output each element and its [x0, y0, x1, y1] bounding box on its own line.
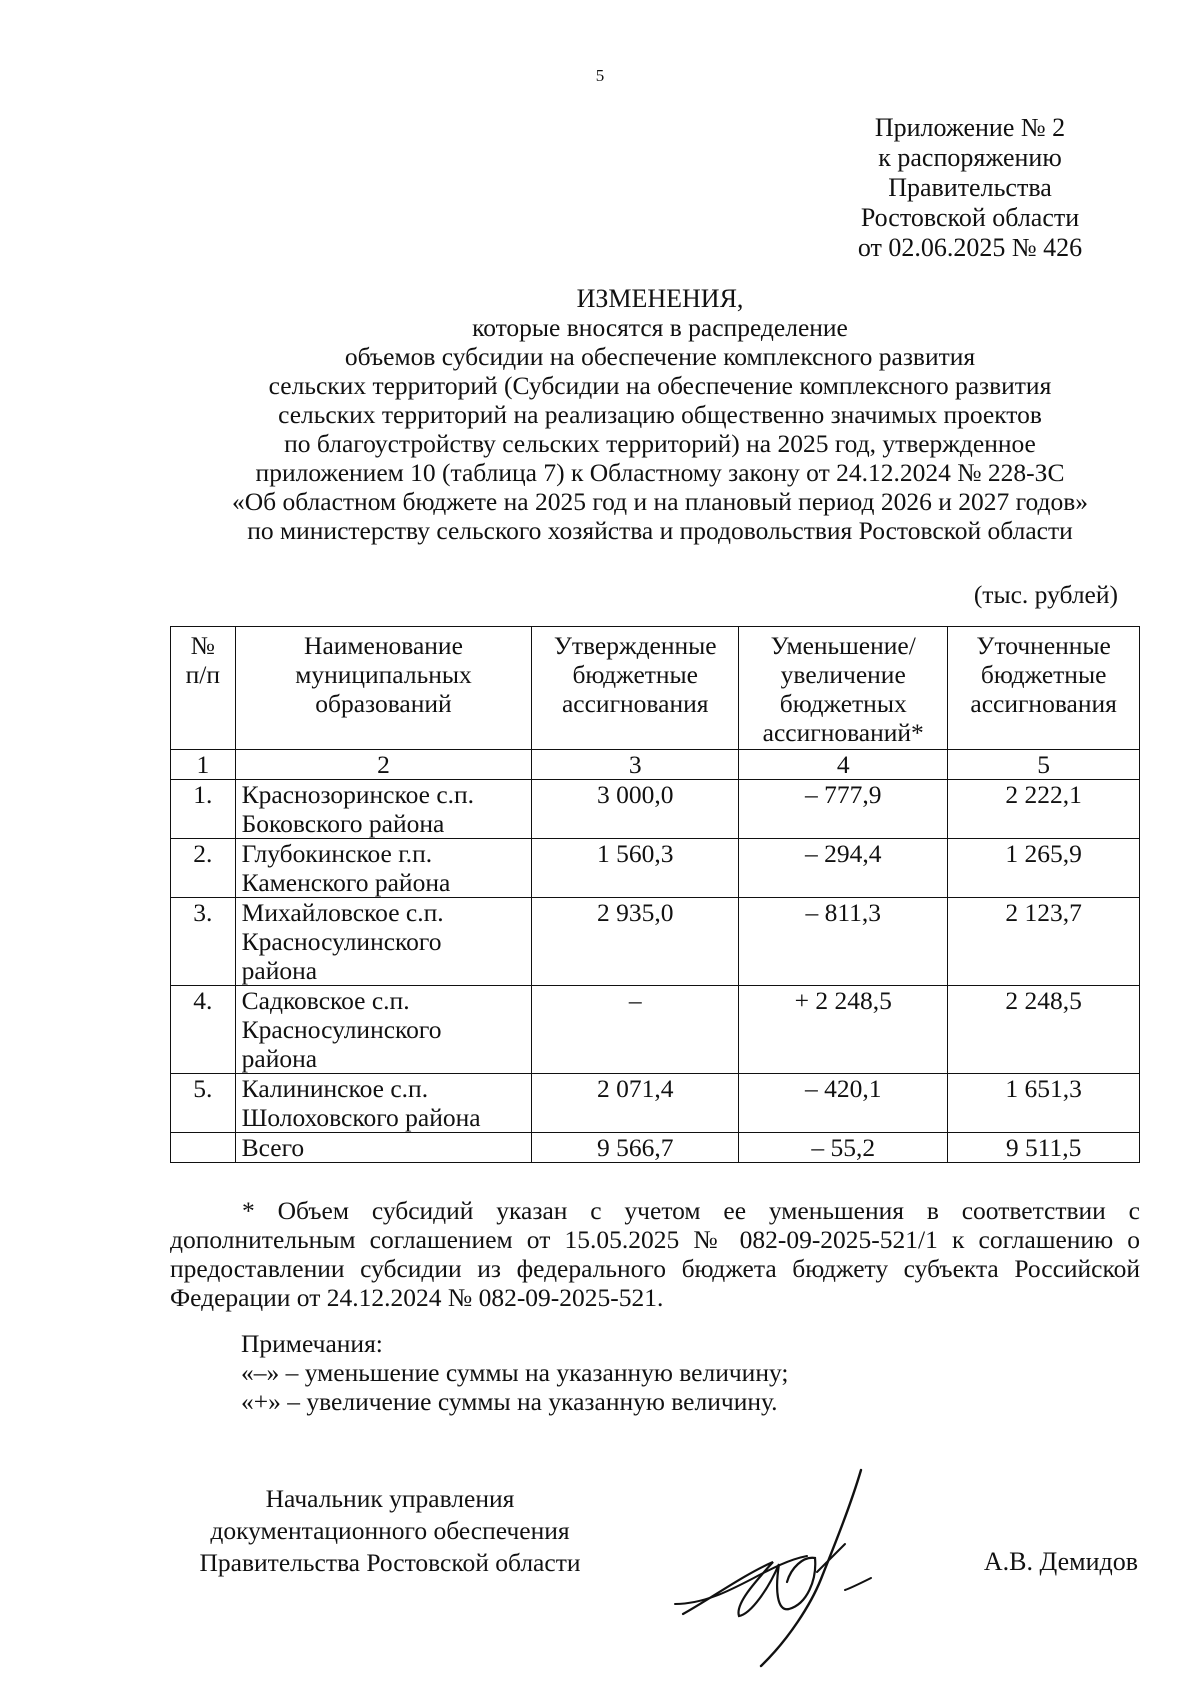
name-line: района	[241, 956, 318, 985]
total-label: Всего	[235, 1133, 532, 1163]
refined-value: 2 123,7	[948, 898, 1140, 986]
appendix-line: Ростовской области	[860, 203, 1080, 232]
appendix-header	[820, 113, 1120, 263]
table-row	[171, 839, 1140, 898]
name-line: Михайловское с.п.	[241, 898, 444, 927]
header-line: Уточненные	[976, 631, 1111, 660]
municipality-name	[235, 986, 532, 1074]
name-line: Шолоховского района	[241, 1103, 481, 1132]
change-value: – 294,4	[739, 839, 948, 898]
header-line: ассигнования	[970, 689, 1117, 718]
title-line: сельских территорий (Субсидии на обеспечение комплексного развития	[268, 371, 1052, 400]
row-number: 2.	[171, 839, 236, 898]
appendix-line: Приложение № 2	[874, 113, 1066, 142]
name-line: Каменского района	[241, 868, 451, 897]
title-line: объемов субсидии на обеспечение комплексного развития	[344, 342, 976, 371]
header-line: образований	[315, 689, 452, 718]
row-number: 5.	[171, 1074, 236, 1133]
appendix-line: Правительства	[888, 173, 1052, 202]
approved-value: 2 935,0	[532, 898, 739, 986]
title-line: сельских территорий на реализацию общественно значимых проектов	[278, 400, 1042, 429]
column-number: 4	[739, 750, 948, 780]
total-refined: 9 511,5	[948, 1133, 1140, 1163]
header-num	[171, 627, 236, 750]
title-line: по благоустройству сельских территорий) на 2025 год, утвержденное	[284, 429, 1036, 458]
change-value: – 811,3	[739, 898, 948, 986]
column-number-row	[171, 750, 1140, 780]
refined-value: 2 248,5	[948, 986, 1140, 1074]
table-row	[171, 898, 1140, 986]
page-number: 5	[595, 66, 605, 85]
total-change: – 55,2	[739, 1133, 948, 1163]
municipality-name	[235, 839, 532, 898]
row-number: 4.	[171, 986, 236, 1074]
header-line: ассигнования	[561, 689, 709, 718]
approved-value: 3 000,0	[532, 780, 739, 839]
name-line: Краснозоринское с.п.	[241, 780, 475, 809]
footnote-text: * Объем субсидий указан с учетом ее уменьшения в соответствии с дополнительным соглашением от 15.05.2025 № 082-09-2025-521/1 к соглашению о предоставлении субсидии из федерального бюджета бюджету субъекта Российской Федерации от 24.12.2024 № 082-09-2025-521.	[170, 1196, 1140, 1312]
header-line: п/п	[185, 660, 221, 689]
name-line: Глубокинское г.п.	[241, 839, 433, 868]
header-line: увеличение	[780, 660, 906, 689]
header-refined	[948, 627, 1140, 750]
header-name	[235, 627, 532, 750]
name-line: района	[241, 1044, 318, 1073]
header-line: ассигнований*	[762, 718, 924, 747]
total-row	[171, 1133, 1140, 1163]
name-line: Садковское с.п.	[241, 986, 410, 1015]
table-row	[171, 780, 1140, 839]
change-value: – 420,1	[739, 1074, 948, 1133]
header-line: бюджетные	[572, 660, 698, 689]
note-minus: «–» – уменьшение суммы на указанную величину;	[241, 1358, 789, 1387]
approved-value: –	[532, 986, 739, 1074]
municipality-name	[235, 898, 532, 986]
notes-heading: Примечания:	[241, 1329, 383, 1358]
header-line: Утвержденные	[553, 631, 717, 660]
header-line: №	[190, 631, 215, 660]
row-number: 1.	[171, 780, 236, 839]
header-line: бюджетных	[779, 689, 907, 718]
handwritten-signature	[665, 1464, 925, 1669]
signer-position-line: Начальник управления	[265, 1484, 515, 1513]
appendix-line: к распоряжению	[878, 143, 1062, 172]
name-line: Красносулинского	[241, 1015, 442, 1044]
municipality-name	[235, 780, 532, 839]
approved-value: 2 071,4	[532, 1074, 739, 1133]
header-line: Уменьшение/	[770, 631, 916, 660]
refined-value: 1 265,9	[948, 839, 1140, 898]
approved-value: 1 560,3	[532, 839, 739, 898]
municipality-name	[235, 1074, 532, 1133]
change-value: – 777,9	[739, 780, 948, 839]
document-title	[120, 284, 1200, 545]
name-line: Боковского района	[241, 809, 445, 838]
signature-block	[170, 1483, 610, 1579]
signer-position-line: Правительства Ростовской области	[199, 1548, 581, 1577]
table-row	[171, 1074, 1140, 1133]
subsidy-table	[170, 626, 1140, 1163]
table-row	[171, 986, 1140, 1074]
note-plus: «+» – увеличение суммы на указанную величину.	[241, 1387, 778, 1416]
total-approved: 9 566,7	[532, 1133, 739, 1163]
title-line: «Об областном бюджете на 2025 год и на плановый период 2026 и 2027 годов»	[231, 487, 1089, 516]
title-line: приложением 10 (таблица 7) к Областному закону от 24.12.2024 № 228-ЗС	[255, 458, 1065, 487]
change-value: + 2 248,5	[739, 986, 948, 1074]
name-line: Калининское с.п.	[241, 1074, 429, 1103]
units-label: (тыс. рублей)	[973, 580, 1118, 609]
title-line: по министерству сельского хозяйства и продовольствия Ростовской области	[247, 516, 1073, 545]
column-number: 2	[235, 750, 532, 780]
signer-position-line: документационного обеспечения	[210, 1516, 570, 1545]
header-line: бюджетные	[980, 660, 1107, 689]
column-number: 3	[532, 750, 739, 780]
appendix-line: от 02.06.2025 № 426	[857, 233, 1083, 262]
signer-name: А.В. Демидов	[983, 1547, 1138, 1576]
table-header-row	[171, 627, 1140, 750]
footnote	[170, 1196, 1140, 1312]
header-approved	[532, 627, 739, 750]
name-line: Красносулинского	[241, 927, 442, 956]
refined-value: 1 651,3	[948, 1074, 1140, 1133]
total-num-empty	[171, 1133, 236, 1163]
row-number: 3.	[171, 898, 236, 986]
title-main: ИЗМЕНЕНИЯ,	[576, 284, 744, 313]
header-change	[739, 627, 948, 750]
header-line: Наименование	[304, 631, 463, 660]
column-number: 1	[171, 750, 236, 780]
title-line: которые вносятся в распределение	[472, 313, 848, 342]
header-line: муниципальных	[295, 660, 472, 689]
notes	[241, 1329, 1141, 1416]
refined-value: 2 222,1	[948, 780, 1140, 839]
column-number: 5	[948, 750, 1140, 780]
